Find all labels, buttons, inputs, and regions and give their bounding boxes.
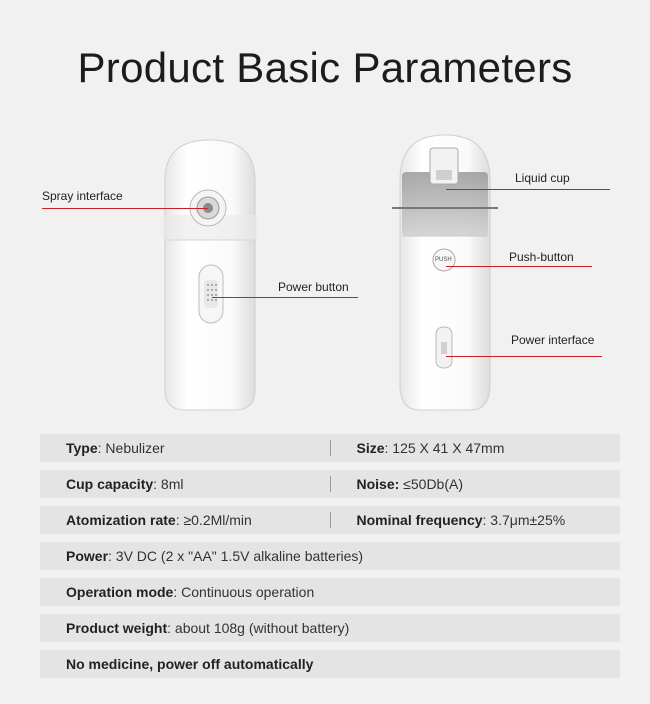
push-text: PUSH: [435, 257, 452, 263]
callout-line-push-button: [446, 266, 592, 267]
spec-size: Size: 125 X 41 X 47mm: [330, 440, 621, 456]
spec-row: [40, 650, 620, 678]
callout-line-spray-interface: [42, 208, 208, 209]
spec-type: Type: Nebulizer: [66, 440, 165, 456]
spec-row: [40, 542, 620, 570]
callout-line-power-interface: [446, 356, 602, 357]
spec-row: [40, 470, 620, 498]
callout-line-liquid-cup: [446, 189, 610, 190]
callout-push-button: Push-button: [509, 250, 574, 264]
spec-product-weight: Product weight: about 108g (without battery): [66, 620, 350, 636]
page-title: Product Basic Parameters: [77, 44, 573, 91]
spec-row: [40, 506, 620, 534]
spec-auto-power-off: No medicine, power off automatically: [66, 656, 314, 672]
spec-row: [40, 578, 620, 606]
spec-table: [40, 434, 620, 686]
callout-power-button: Power button: [278, 280, 349, 294]
spec-noise: Noise: ≤50Db(A): [330, 476, 621, 492]
spec-operation-mode: Operation mode: Continuous operation: [66, 584, 315, 600]
spec-row: [40, 434, 620, 462]
callout-liquid-cup: Liquid cup: [515, 171, 570, 185]
callout-spray-interface: Spray interface: [42, 189, 123, 203]
nebulizer-front-image: [0, 120, 650, 420]
product-images: [0, 120, 650, 420]
spec-row: [40, 614, 620, 642]
callout-power-interface: Power interface: [511, 333, 595, 347]
callout-line-power-button: [212, 297, 358, 298]
spec-cup-capacity: Cup capacity: 8ml: [66, 476, 184, 492]
spec-power: Power: 3V DC (2 x "AA" 1.5V alkaline batteries): [66, 548, 364, 564]
spec-nominal-frequency: Nominal frequency: 3.7μm±25%: [330, 512, 621, 528]
spec-atomization-rate: Atomization rate: ≥0.2Ml/min: [66, 512, 252, 528]
